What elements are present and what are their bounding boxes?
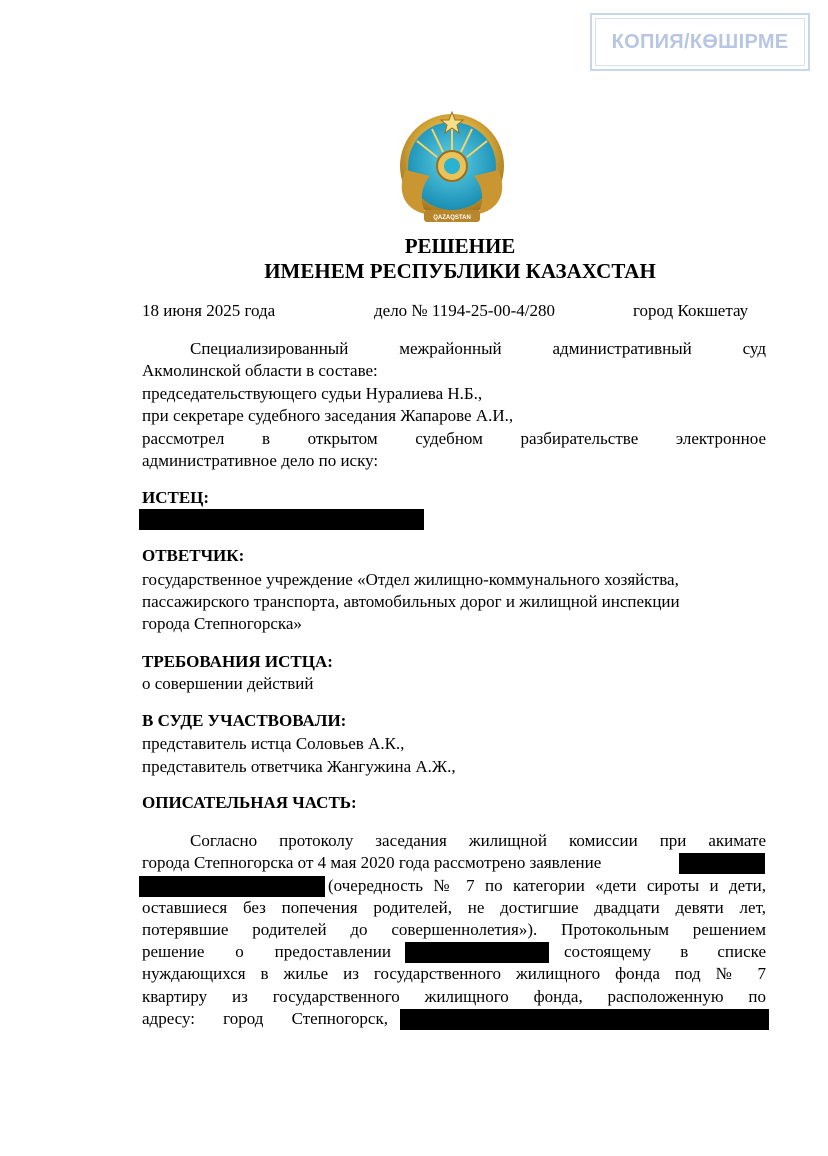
descriptive-line: решение о предоставлении	[142, 942, 391, 961]
copy-stamp-text: КОПИЯ/КӨШІРМЕ	[611, 30, 789, 53]
case-number: дело № 1194-25-00-4/280	[374, 301, 555, 320]
defendant-line: города Степногорска»	[142, 614, 302, 633]
decision-date: 18 июня 2025 года	[142, 301, 276, 320]
descriptive-line: квартиру из государственного жилищного фонда, расположенную по	[142, 987, 766, 1006]
intro-line: Акмолинской области в составе:	[142, 361, 378, 380]
intro-line: административное дело по иску:	[142, 451, 379, 470]
applicant-name-redaction	[679, 853, 765, 874]
intro-line: рассмотрел в открытом судебном разбирательстве электронное	[142, 429, 766, 448]
participants-line: представитель ответчика Жангужина А.Ж.,	[142, 757, 456, 776]
participants-heading: В СУДЕ УЧАСТВОВАЛИ:	[142, 711, 347, 730]
emblem-ribbon-text: QAZAQSTAN	[433, 215, 471, 221]
court-city: город Кокшетау	[633, 301, 749, 320]
applicant-name-redaction	[405, 942, 549, 963]
descriptive-line: адресу: город Степногорск,	[142, 1009, 388, 1028]
defendant-heading: ОТВЕТЧИК:	[142, 546, 245, 565]
descriptive-line: потерявшие родителей до совершеннолетия»). Протокольным решением	[142, 920, 766, 939]
descriptive-line: нуждающихся в жилье из государственного жилищного фонда под № 7	[142, 964, 766, 983]
descriptive-heading: ОПИСАТЕЛЬНАЯ ЧАСТЬ:	[142, 793, 357, 812]
address-redaction	[400, 1009, 769, 1030]
claims-line: о совершении действий	[142, 674, 314, 693]
participants-line: представитель истца Соловьев А.К.,	[142, 734, 405, 753]
intro-line: Специализированный межрайонный административный суд	[190, 339, 766, 358]
copy-stamp	[590, 13, 810, 71]
plaintiff-heading: ИСТЕЦ:	[142, 488, 210, 507]
page-title: РЕШЕНИЕ	[404, 234, 516, 258]
claims-heading: ТРЕБОВАНИЯ ИСТЦА:	[142, 652, 333, 671]
defendant-line: государственное учреждение «Отдел жилищно-коммунального хозяйства,	[142, 570, 679, 589]
plaintiff-name-redaction	[139, 509, 424, 530]
descriptive-line: состоящему в списке	[564, 942, 766, 961]
intro-line: при секретаре судебного заседания Жапарове А.И.,	[142, 406, 514, 425]
intro-line: председательствующего судьи Нуралиева Н.Б.,	[142, 384, 483, 403]
defendant-line: пассажирского транспорта, автомобильных дорог и жилищной инспекции	[142, 592, 680, 611]
descriptive-line: Согласно протоколу заседания жилищной комиссии при акимате	[190, 831, 766, 850]
kazakhstan-coat-of-arms-icon	[386, 110, 518, 230]
page-subtitle: ИМЕНЕМ РЕСПУБЛИКИ КАЗАХСТАН	[264, 259, 656, 283]
descriptive-line: города Степногорска от 4 мая 2020 года рассмотрено заявление	[142, 853, 602, 872]
descriptive-line: (очередность № 7 по категории «дети сироты и дети,	[328, 876, 766, 895]
applicant-name-redaction	[139, 876, 325, 897]
descriptive-line: оставшиеся без попечения родителей, не достигшие двадцати девяти лет,	[142, 898, 766, 917]
